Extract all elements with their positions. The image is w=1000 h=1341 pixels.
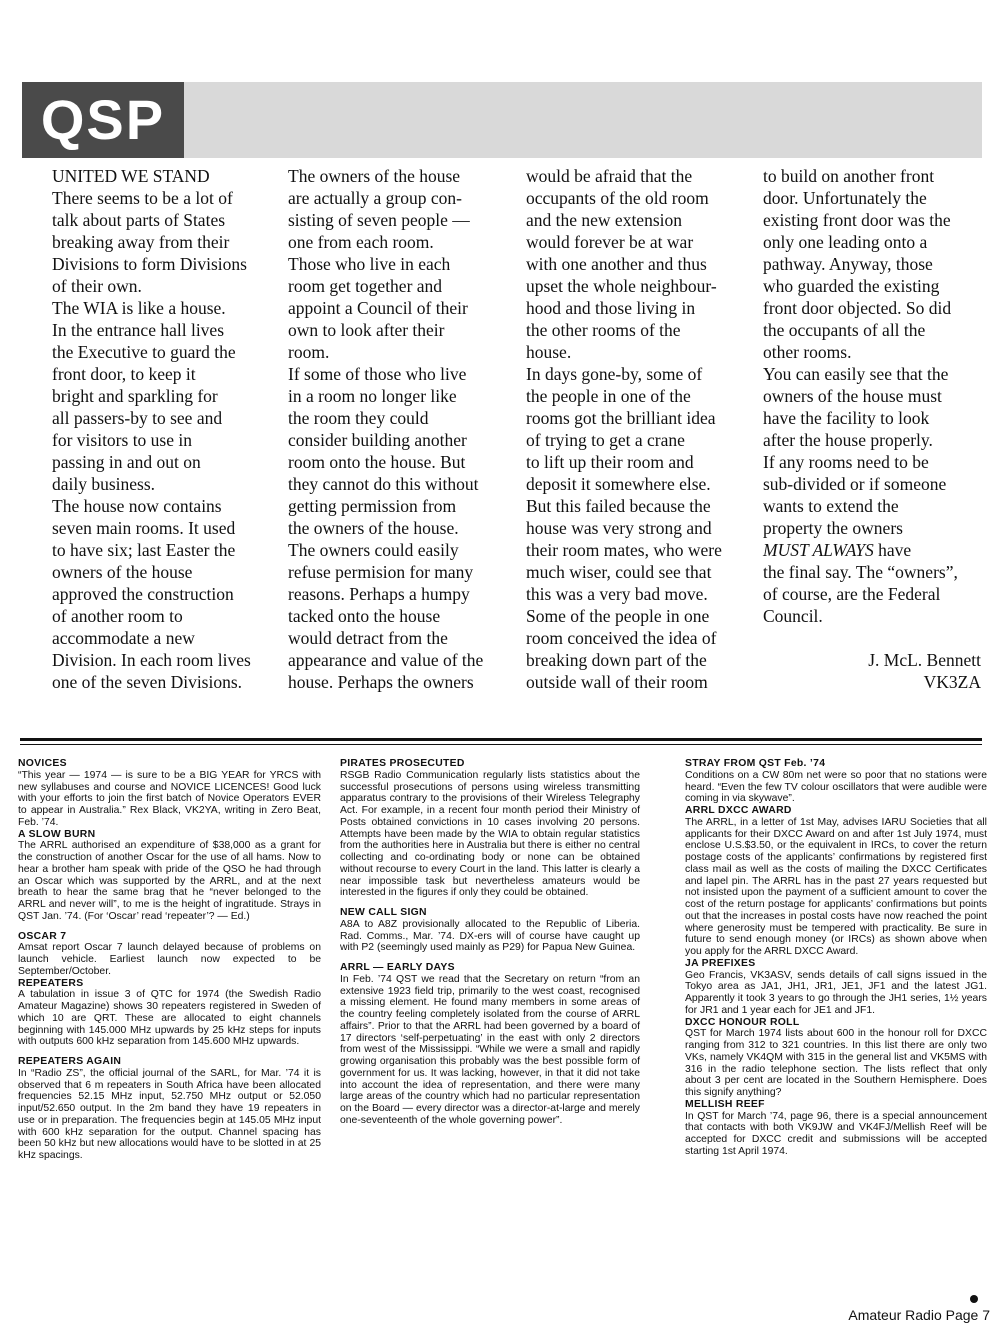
article-line: If some of those who live <box>288 364 467 384</box>
article-line: the owners of the house. <box>288 518 459 538</box>
article-line: this was a very bad move. <box>526 584 708 604</box>
article-line: owners of the house <box>52 562 193 582</box>
news-heading: STRAY FROM QST Feb. ’74 <box>685 758 826 769</box>
news-body: In Feb. ’74 QST we read that the Secretary on return “from an extensive 1923 field trip, primarily to the west coast, recognised a missing element. He found many members in some areas of the country feeling completely isolated from the course of ARRL affairs”. Prior to that the ARRL had been governed by a board of 17 directors ‘self-perpetuating’ in the east with only 2 directors from west of the Mississippi. “While we were a small and rapidly growing organisation this probably was the best possible form of government for us. It was lacking, however, in that it did not take into account the idea of representation, and there were many large areas of the country which had no particular representation on the Board — every director was a director-at-large and merely one-seventeenth of the whole governing power”. <box>340 973 640 1126</box>
article-line: for visitors to use in <box>52 430 192 450</box>
article-line: in a room no longer like <box>288 386 457 406</box>
news-body: In “Radio ZS”, the official journal of the SARL, for Mar. ’74 it is observed that 6 m repeaters in South Africa have been allocated frequencies 52.15 MHz input, 52.750 MHz output or 52.050 input/52.650 output. In the 2m band they have 19 repeaters in use or in preparation. The frequencies begin at 145.05 MHz input with 600 kHz separation for the output. Channel spacing has been 50 kHz but new allocations would have to be slotted in at 25 kHz spacings. <box>18 1067 321 1161</box>
article-line: the room they could <box>288 408 429 428</box>
article-line: house. Perhaps the owners <box>288 672 474 692</box>
news-body: QST for March 1974 lists about 600 in the honour roll for DXCC ranging from 312 to 321 countries. In this list there are only two VKs, namely VK4QM with 315 in the general list and VK5MS with 316 in the radio telephone section. The lists reflect that only about 3 per cent are located in the Southern Hemisphere. Does this signify anything? <box>685 1028 987 1098</box>
article-line: Council. <box>763 606 823 626</box>
article-line: Divisions to form Divisions <box>52 254 247 274</box>
footer-text: Amateur Radio Page 7 <box>848 1307 990 1323</box>
article-line: much wiser, could see that <box>526 562 712 582</box>
article-line: seven main rooms. It used <box>52 518 236 538</box>
article-line: deposit it somewhere else. <box>526 474 711 494</box>
news-column-3 <box>685 758 987 1166</box>
end-mark <box>970 1290 978 1308</box>
article-line: existing front door was the <box>763 210 951 230</box>
news-heading: ARRL DXCC AWARD <box>685 805 792 816</box>
news-heading: REPEATERS <box>18 977 84 989</box>
article-line: appearance and value of the <box>288 650 484 670</box>
news-heading: PIRATES PROSECUTED <box>340 758 465 769</box>
article-title: UNITED WE STAND <box>52 166 210 186</box>
article-line: The owners could easily <box>288 540 459 560</box>
news-column-2 <box>340 758 640 1135</box>
article-line: are actually a group con- <box>288 188 462 208</box>
news-heading: OSCAR 7 <box>18 930 67 942</box>
news-heading: A SLOW BURN <box>18 828 96 840</box>
article-line: the final say. The “owners”, <box>763 562 958 582</box>
article-line: the other rooms of the <box>526 320 681 340</box>
article-line: they cannot do this without <box>288 474 479 494</box>
article-line: Those who live in each <box>288 254 451 274</box>
divider-rule <box>20 738 982 741</box>
article-line: one from each room. <box>288 232 434 252</box>
divider-rule-thin <box>20 744 982 745</box>
article-line-emphasis <box>763 539 985 561</box>
news-heading: ARRL — EARLY DAYS <box>340 962 455 973</box>
article-column-4 <box>763 165 985 627</box>
page-footer <box>800 1307 990 1323</box>
news-heading: DXCC HONOUR ROLL <box>685 1016 800 1028</box>
news-body: The ARRL authorised an expenditure of $38,000 as a grant for the construction of another Oscar for the use of all hams. Now to hear a brother ham speak with pride of the QSO he had through an Oscar which was supported by the ARRL, and at the next breath to hear the same brag that he “never belonged to the ARRL and never will”, to me is the height of ingratitude. Strays in QST Jan. ’74. (For ‘Oscar’ read ‘repeater’? — Ed.) <box>18 840 321 922</box>
article-line: sub-divided or if someone <box>763 474 947 494</box>
article-line: passing in and out on <box>52 452 201 472</box>
article-line: and the new extension <box>526 210 682 230</box>
article-column-3 <box>526 165 748 693</box>
article-line: The owners of the house <box>288 166 461 186</box>
article-line: outside wall of their room <box>526 672 708 692</box>
article-line: accommodate a new <box>52 628 195 648</box>
article-line: The WIA is like a house. <box>52 298 226 318</box>
article-line: the occupants of all the <box>763 320 926 340</box>
main-article <box>52 165 982 695</box>
article-line: pathway. Anyway, those <box>763 254 933 274</box>
news-body: “This year — 1974 — is sure to be a BIG YEAR for YRCS with new syllabuses and course and NOVICE LICENCES! Good luck with your efforts to join the first batch of Novice Operators EVER to appear in Australia.” Rex Black, VK2YA, writing in Zero Beat, Feb. ’74. <box>18 769 321 828</box>
article-line: room get together and <box>288 276 443 296</box>
article-line: But this failed because the <box>526 496 711 516</box>
article-line: tacked onto the house <box>288 606 441 626</box>
article-line: room conceived the idea of <box>526 628 717 648</box>
article-line: of their own. <box>52 276 142 296</box>
article-line: consider building another <box>288 430 467 450</box>
article-line: room onto the house. But <box>288 452 466 472</box>
article-line: would be afraid that the <box>526 166 693 186</box>
news-body: Conditions on a CW 80m net were so poor that no stations were heard. “Even the few TV colour oscillators that were audible were coming in via skywave”. <box>685 769 987 805</box>
article-line: who guarded the existing <box>763 276 940 296</box>
article-line: room. <box>288 342 330 362</box>
article-line: rooms got the brilliant idea <box>526 408 716 428</box>
article-line: the Executive to guard the <box>52 342 236 362</box>
article-line: refuse permision for many <box>288 562 474 582</box>
article-line: owners of the house must <box>763 386 942 406</box>
article-line: Some of the people in one <box>526 606 710 626</box>
article-line: talk about parts of States <box>52 210 226 230</box>
article-line: occupants of the old room <box>526 188 709 208</box>
news-heading: NOVICES <box>18 758 67 769</box>
article-line: In days gone-by, some of <box>526 364 703 384</box>
article-line: to have six; last Easter the <box>52 540 236 560</box>
news-body: A8A to A8Z provisionally allocated to the Republic of Liberia. Rad. Comms., Mar. ’74. DX-ers will of course have caught up with P2 (seemingly used mainly as P29) for Papua New Guinea. <box>340 918 640 954</box>
article-line: to lift up their room and <box>526 452 694 472</box>
article-line: You can easily see that the <box>763 364 949 384</box>
article-line: after the house properly. <box>763 430 933 450</box>
article-line: front door objected. So did <box>763 298 952 318</box>
article-line: of another room to <box>52 606 183 626</box>
article-column-2 <box>288 165 510 693</box>
article-line: breaking down part of the <box>526 650 707 670</box>
news-body: Amsat report Oscar 7 launch delayed because of problems on launch vehicle. Earliest launch now expected to be September/October. <box>18 942 321 977</box>
article-line: bright and sparkling for <box>52 386 218 406</box>
article-line: have the facility to look <box>763 408 930 428</box>
emphasis-text: MUST ALWAYS <box>763 540 874 560</box>
news-column-1 <box>18 758 321 1170</box>
article-line: all passers-by to see and <box>52 408 223 428</box>
news-body: RSGB Radio Communication regularly lists statistics about the successful prosecutions of persons using wireless transmitting apparatus contrary to the provisions of their Wireless Telegraphy Act. For example, in a recent four month period their Ministry of Posts obtained convictions in 10 cases involving 20 persons. Attempts have been made by the WIA to obtain regular statistics from the authorities here in Australia but there is either no central collecting and co-ordinating body or none can be obtained without recourse to every Court in the land. This latter is clearly a near impossible task but nevertheless amateurs would be interested in the figures if only they could be obtained. <box>340 769 640 899</box>
article-line: wants to extend the <box>763 496 899 516</box>
article-line: door. Unfortunately the <box>763 188 927 208</box>
article-line: house. <box>526 342 572 362</box>
article-line: the people in one of the <box>526 386 691 406</box>
article-line: of trying to get a crane <box>526 430 685 450</box>
article-line: other rooms. <box>763 342 852 362</box>
signature-callsign: VK3ZA <box>923 672 981 692</box>
news-body: The ARRL, in a letter of 1st May, advises IARU Societies that all applicants for their DXCC Award on and after 1st July 1974, must enclose U.S.$3.50, or the equivalent in IRCs, to cover the return postage costs of the applicants’ confirmations by registered first class mail as well as the costs of mailing the DXCC Certificates and lapel pin. The ARRL has in the past 27 years requested but not insisted upon the payment of a sufficient amount to cover the cost of the return postage for applicants’ confirmations but points out that the increases in postal costs have now reached the point where generosity must be tempered with practicality. Be sure in future to send enough money (or IRCs) as shown above when you apply for the ARRL DXCC Award. <box>685 816 987 957</box>
article-line: front door, to keep it <box>52 364 196 384</box>
article-line: property the owners <box>763 518 903 538</box>
article-line: hood and those living in <box>526 298 696 318</box>
article-line: In the entrance hall lives <box>52 320 225 340</box>
news-heading: MELLISH REEF <box>685 1098 765 1110</box>
article-line: Division. In each room lives <box>52 650 251 670</box>
article-line: There seems to be a lot of <box>52 188 233 208</box>
article-line: appoint a Council of their <box>288 298 468 318</box>
article-line: daily business. <box>52 474 156 494</box>
article-line: upset the whole neighbour- <box>526 276 717 296</box>
article-line: of course, are the Federal <box>763 584 941 604</box>
article-line: getting permission from <box>288 496 457 516</box>
article-line: to build on another front <box>763 166 935 186</box>
emphasis-tail: have <box>873 540 912 560</box>
signature-name: J. McL. Bennett <box>868 650 981 670</box>
news-body: In QST for March ’74, page 96, there is a special announcement that contacts with both VK9JW and VK4FJ/Mellish Reef will be accepted for DXCC credit and submissions will be accepted starting 1st April 1974. <box>685 1110 987 1157</box>
news-heading: REPEATERS AGAIN <box>18 1056 122 1067</box>
article-line: approved the construction <box>52 584 234 604</box>
article-line: sisting of seven people — <box>288 210 470 230</box>
news-heading: NEW CALL SIGN <box>340 907 427 918</box>
article-line: house was very strong and <box>526 518 712 538</box>
article-line: reasons. Perhaps a humpy <box>288 584 470 604</box>
article-line: If any rooms need to be <box>763 452 929 472</box>
news-body: Geo Francis, VK3ASV, sends details of call signs issued in the Tokyo area as JA1, JH1, JR1, JE1, JF1 and the latest JG1. Apparently it took 3 years to go through the JH1 series, 1½ years for JR1 and 1 year each for JE1 and JF1. <box>685 969 987 1016</box>
article-line: one of the seven Divisions. <box>52 672 243 692</box>
article-line: breaking away from their <box>52 232 230 252</box>
news-heading: JA PREFIXES <box>685 957 756 969</box>
article-line: would forever be at war <box>526 232 694 252</box>
article-line: only one leading onto a <box>763 232 928 252</box>
news-body: A tabulation in issue 3 of QTC for 1974 (the Swedish Radio Amateur Magazine) shows 30 repeaters registered in Sweden of which 10 are QRT. These are allocated to eight channels beginning with 145.000 MHz upwards by 25 kHz steps for inputs with outputs 600 kHz separation from 145.600 MHz upwards. <box>18 989 321 1048</box>
article-column-1 <box>52 165 274 693</box>
section-title: QSP <box>22 82 184 158</box>
article-line: would detract from the <box>288 628 448 648</box>
article-line: own to look after their <box>288 320 445 340</box>
article-line: The house now contains <box>52 496 222 516</box>
article-line: their room mates, who were <box>526 540 722 560</box>
article-line: with one another and thus <box>526 254 707 274</box>
